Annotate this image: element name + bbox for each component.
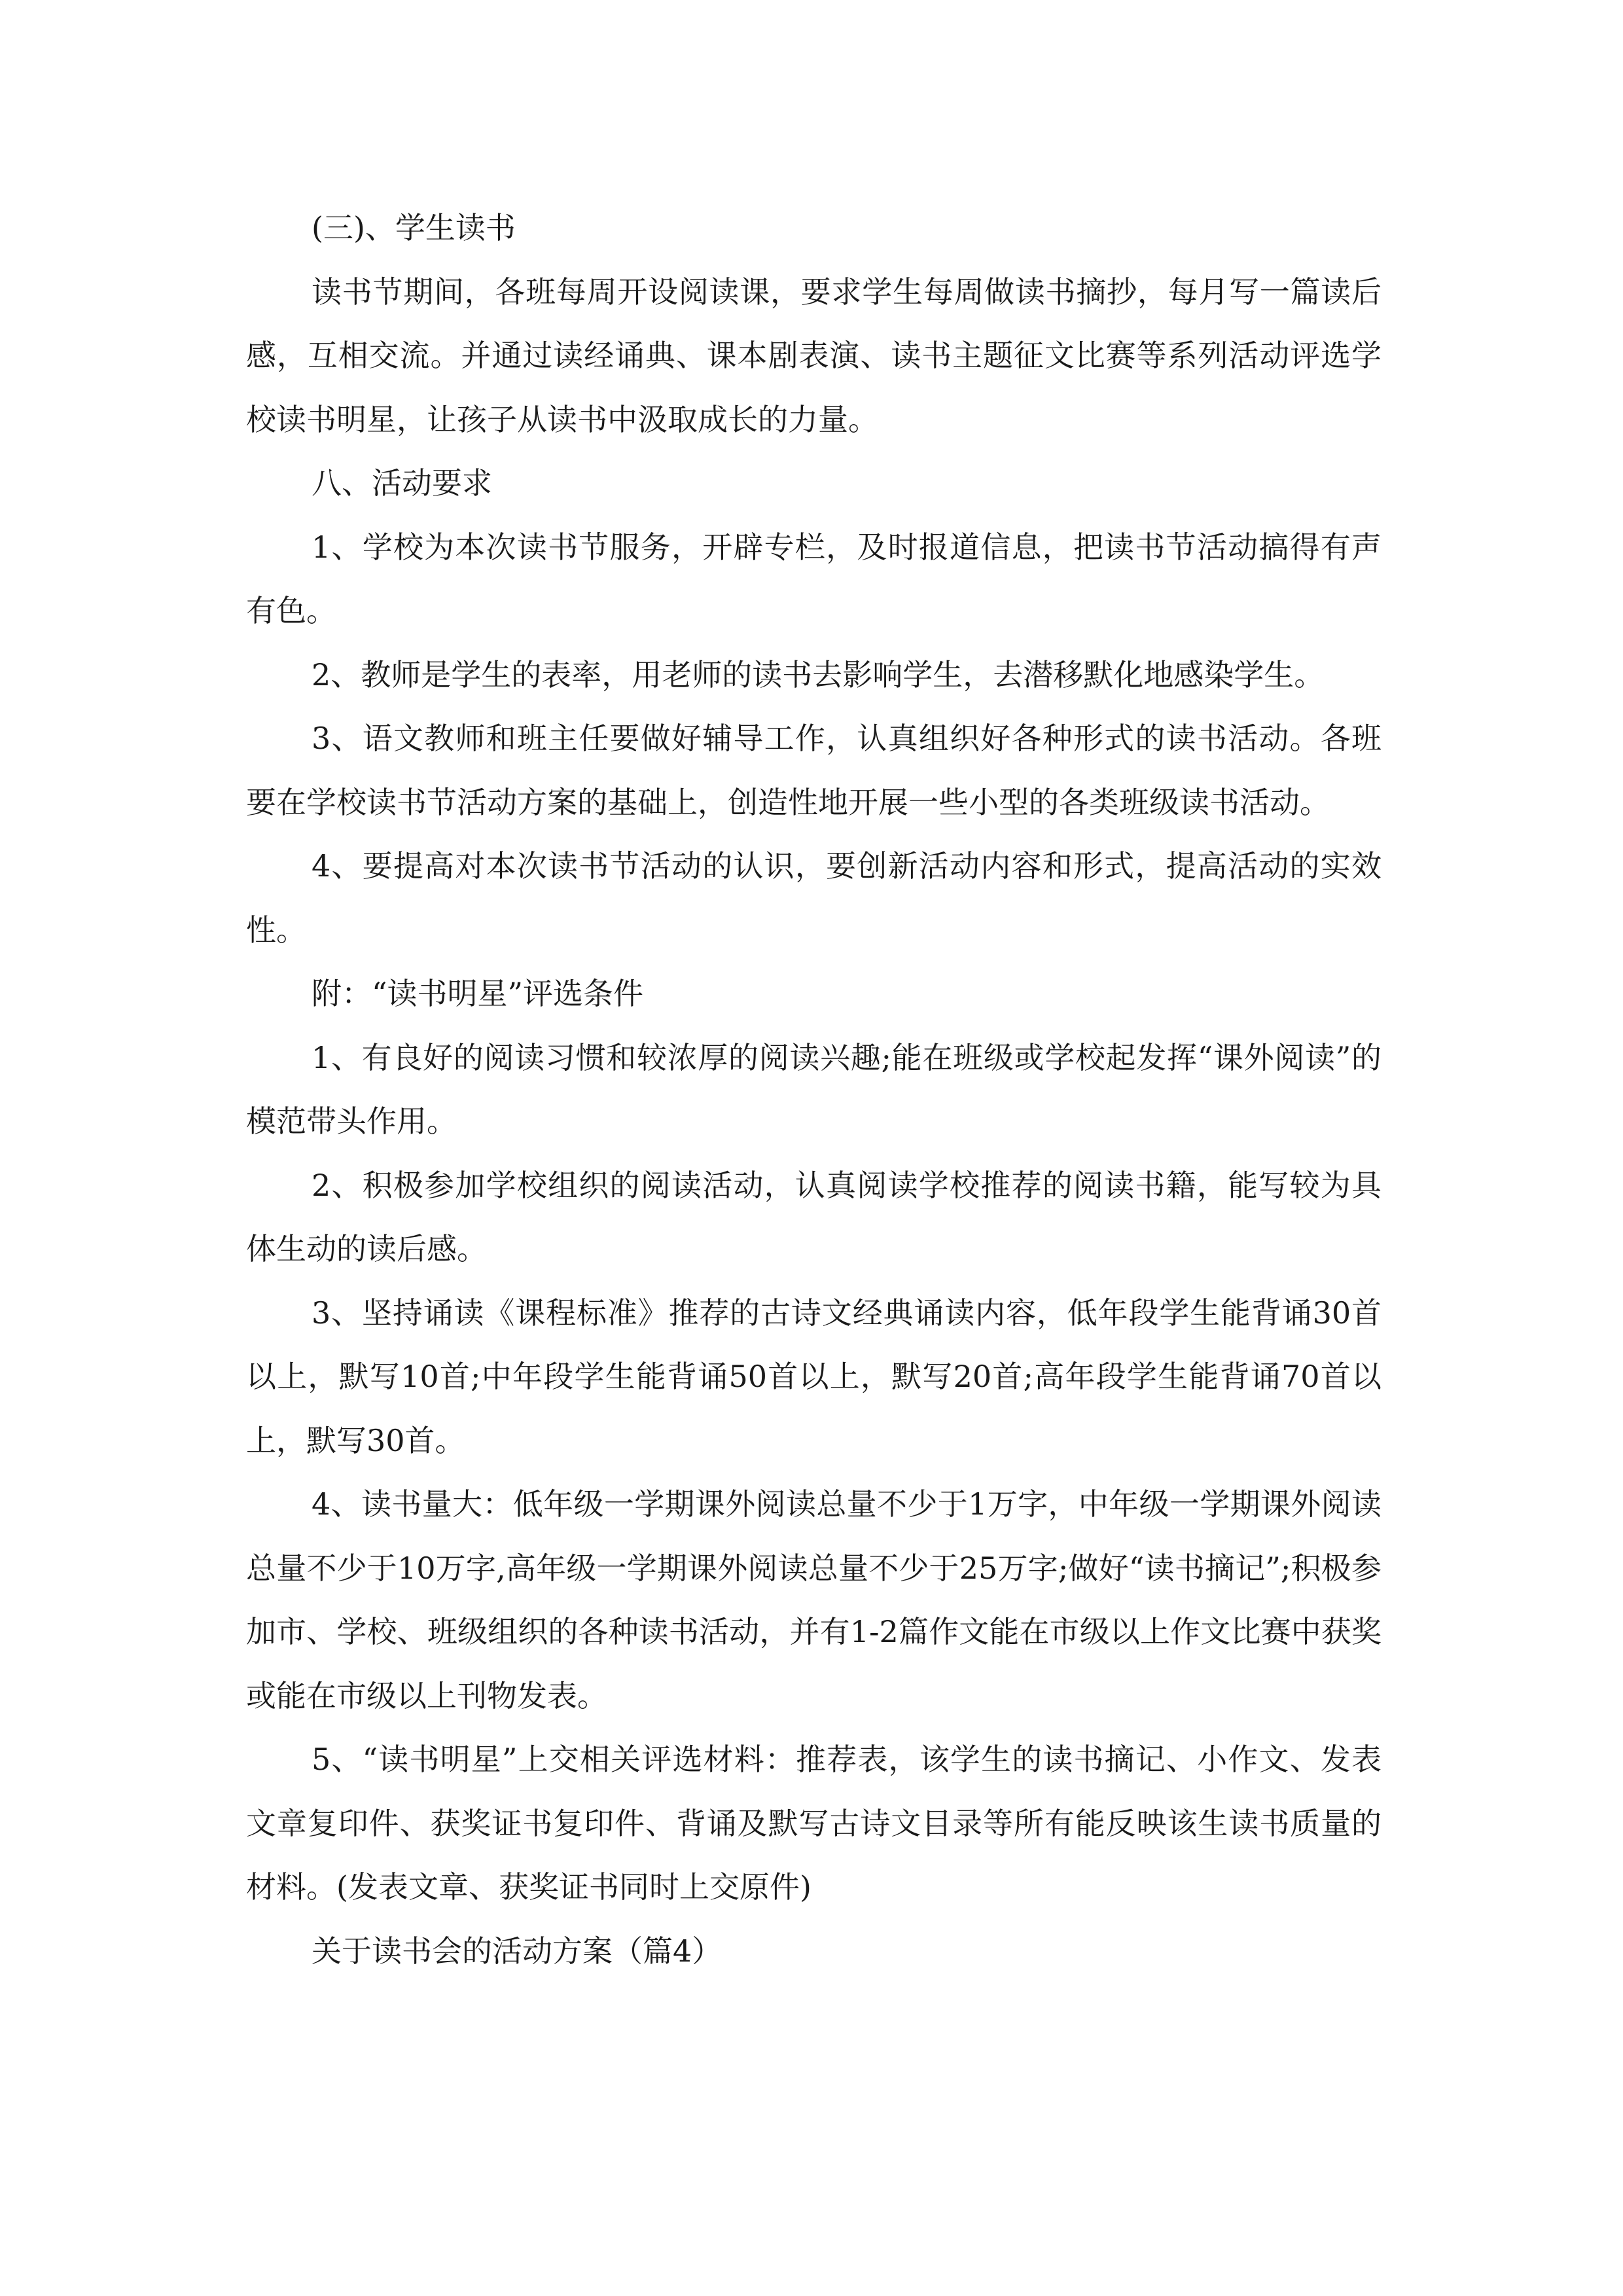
requirement-item-1: 1、学校为本次读书节服务，开辟专栏，及时报道信息，把读书节活动搞得有声有色。 (246, 529, 1382, 628)
section-heading-student-reading: (三)、学生读书 (312, 210, 516, 245)
requirement-item-3: 3、语文教师和班主任要做好辅导工作，认真组织好各种形式的读书活动。各班要在学校读书节活动方案的基础上，创造性地开展一些小型的各类班级读书活动。 (246, 721, 1382, 820)
appendix-heading: 附：“读书明星”评选条件 (312, 976, 644, 1011)
criteria-item-3: 3、坚持诵读《课程标准》推荐的古诗文经典诵读内容，低年段学生能背诵30首以上，默写10首;中年段学生能背诵50首以上，默写20首;高年段学生能背诵70首以上，默写30首。 (246, 1295, 1382, 1458)
paragraph-student-reading: 读书节期间，各班每周开设阅读课，要求学生每周做读书摘抄，每月写一篇读后感，互相交流。并通过读经诵典、课本剧表演、读书主题征文比赛等系列活动评选学校读书明星，让孩子从读书中汲取成长的力量。 (246, 274, 1382, 437)
criteria-item-2: 2、积极参加学校组织的阅读活动，认真阅读学校推荐的阅读书籍，能写较为具体生动的读后感。 (246, 1167, 1382, 1266)
criteria-item-5: 5、“读书明星”上交相关评选材料：推荐表，该学生的读书摘记、小作文、发表文章复印件、获奖证书复印件、背诵及默写古诗文目录等所有能反映该生读书质量的材料。(发表文章、获奖证书同时上交原件) (246, 1742, 1382, 1905)
criteria-item-4: 4、读书量大：低年级一学期课外阅读总量不少于1万字，中年级一学期课外阅读总量不少于10万字,高年级一学期课外阅读总量不少于25万字;做好“读书摘记”;积极参加市、学校、班级组织的各种读书活动，并有1-2篇作文能在市级以上作文比赛中获奖或能在市级以上刊物发表。 (246, 1486, 1382, 1713)
section-heading-activity-requirements: 八、活动要求 (312, 465, 492, 501)
requirement-item-2: 2、教师是学生的表率，用老师的读书去影响学生，去潜移默化地感染学生。 (312, 656, 1325, 692)
next-section-title: 关于读书会的活动方案（篇4） (312, 1933, 722, 1969)
requirement-item-4: 4、要提高对本次读书节活动的认识，要创新活动内容和形式，提高活动的实效性。 (246, 848, 1382, 948)
criteria-item-1: 1、有良好的阅读习惯和较浓厚的阅读兴趣;能在班级或学校起发挥“课外阅读”的模范带头作用。 (246, 1039, 1382, 1139)
document-body (246, 196, 1382, 1983)
